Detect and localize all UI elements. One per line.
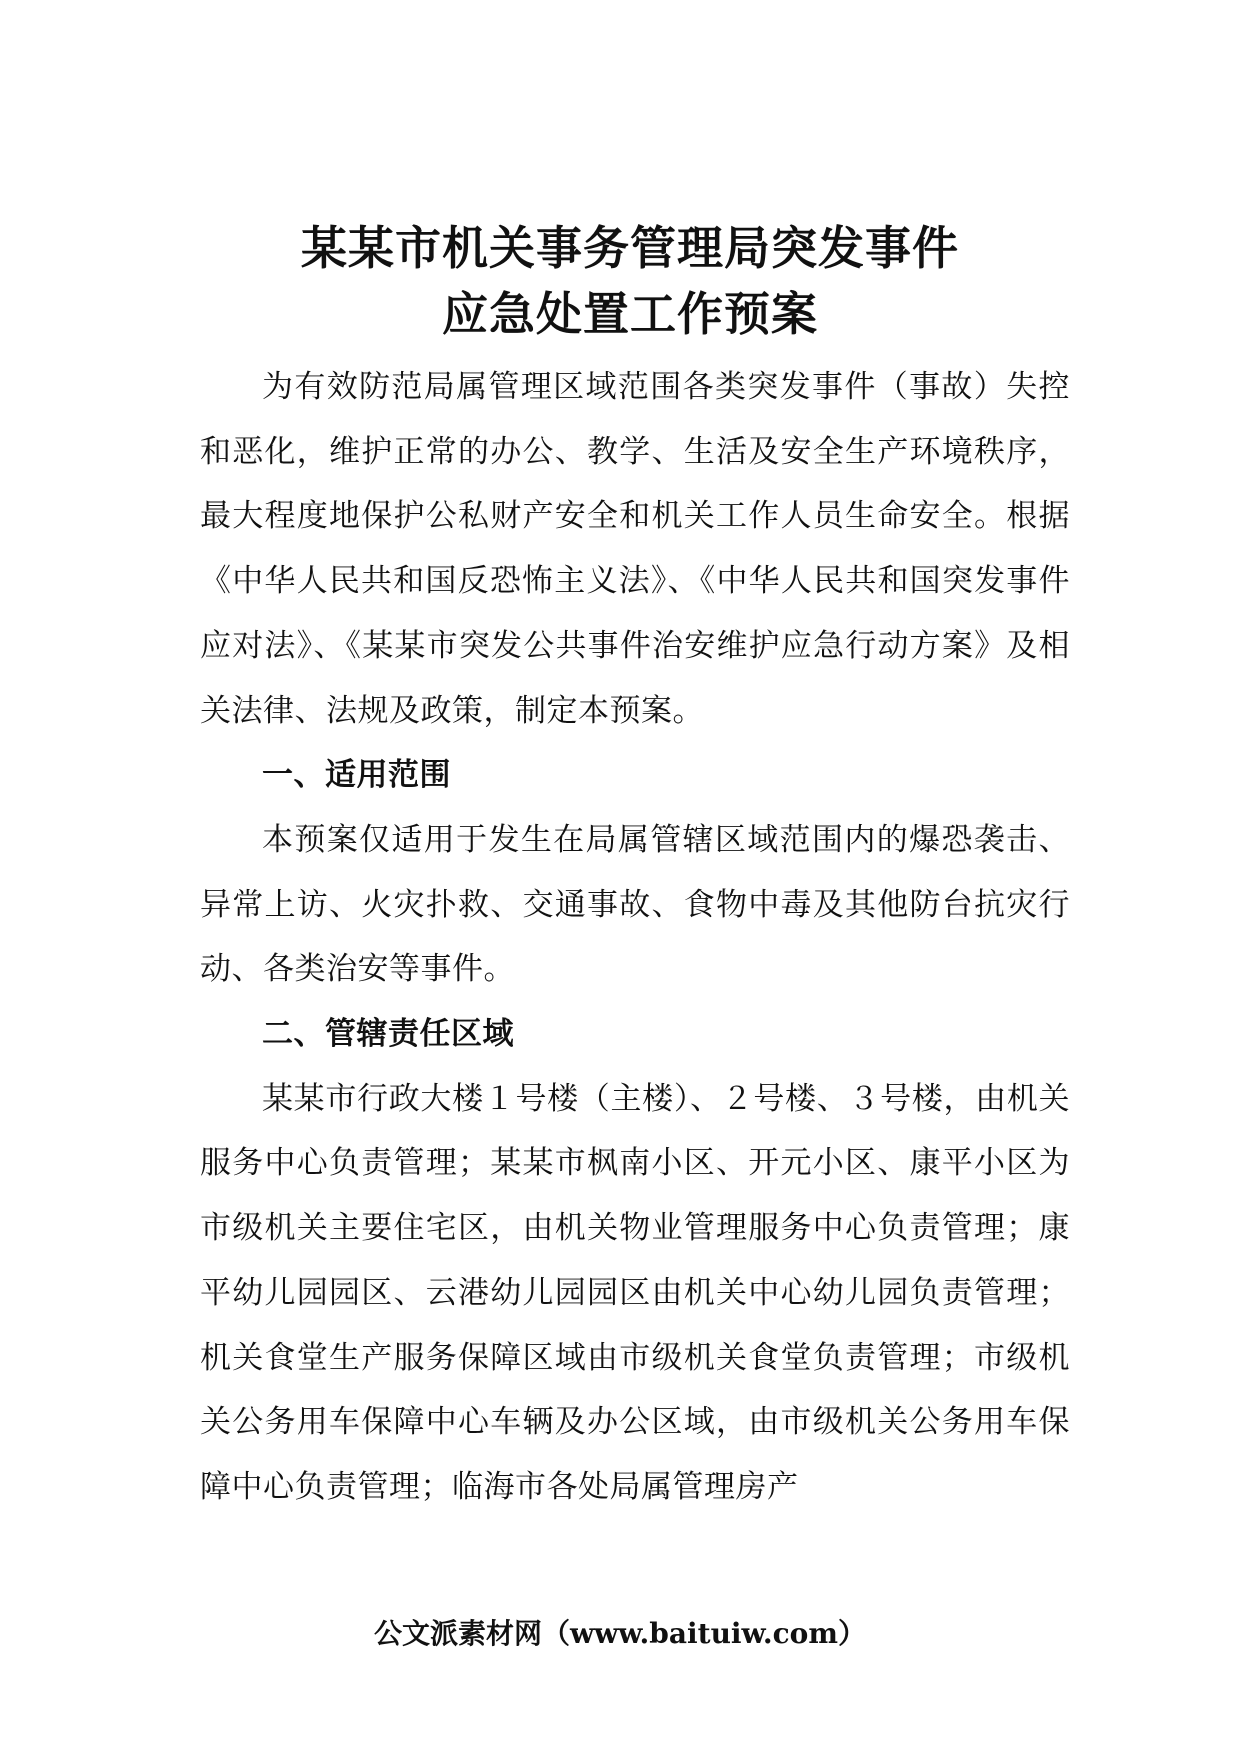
intro-paragraph: 为有效防范局属管理区域范围各类突发事件（事故）失控和恶化，维护正常的办公、教学、生活及安全生产环境秩序，最大程度地保护公私财产安全和机关工作人员生命安全。根据《中华人民共和国反恐怖主义法》、《中华人民共和国突发事件应对法》、《某某市突发公共事件治安维护应急行动方案》及相关法律、法规及政策，制定本预案。 (200, 369, 1070, 729)
footer-watermark: 公文派素材网（www.baituiw.com） (374, 1617, 866, 1650)
section2-paragraph: 某某市行政大楼１号楼（主楼）、２号楼、３号楼，由机关服务中心负责管理；某某市枫南小区、开元小区、康平小区为市级机关主要住宅区，由机关物业管理服务中心负责管理；康平幼儿园园区、云港幼儿园园区由机关中心幼儿园负责管理；机关食堂生产服务保障区域由市级机关食堂负责管理；市级机关公务用车保障中心车辆及办公区域，由市级机关公务用车保障中心负责管理；临海市各处局属管理房产 (200, 1080, 1070, 1505)
section1-heading: 一、适用范围 (262, 757, 451, 794)
section2-heading: 二、管辖责任区域 (262, 1016, 514, 1053)
document-title-line2: 应急处置工作预案 (442, 287, 818, 341)
document-body (200, 355, 1070, 1520)
document-title-line1: 某某市机关事务管理局突发事件 (301, 221, 959, 275)
section1-paragraph: 本预案仅适用于发生在局属管辖区域范围内的爆恐袭击、异常上访、火灾扑救、交通事故、食物中毒及其他防台抗灾行动、各类治安等事件。 (200, 821, 1070, 988)
